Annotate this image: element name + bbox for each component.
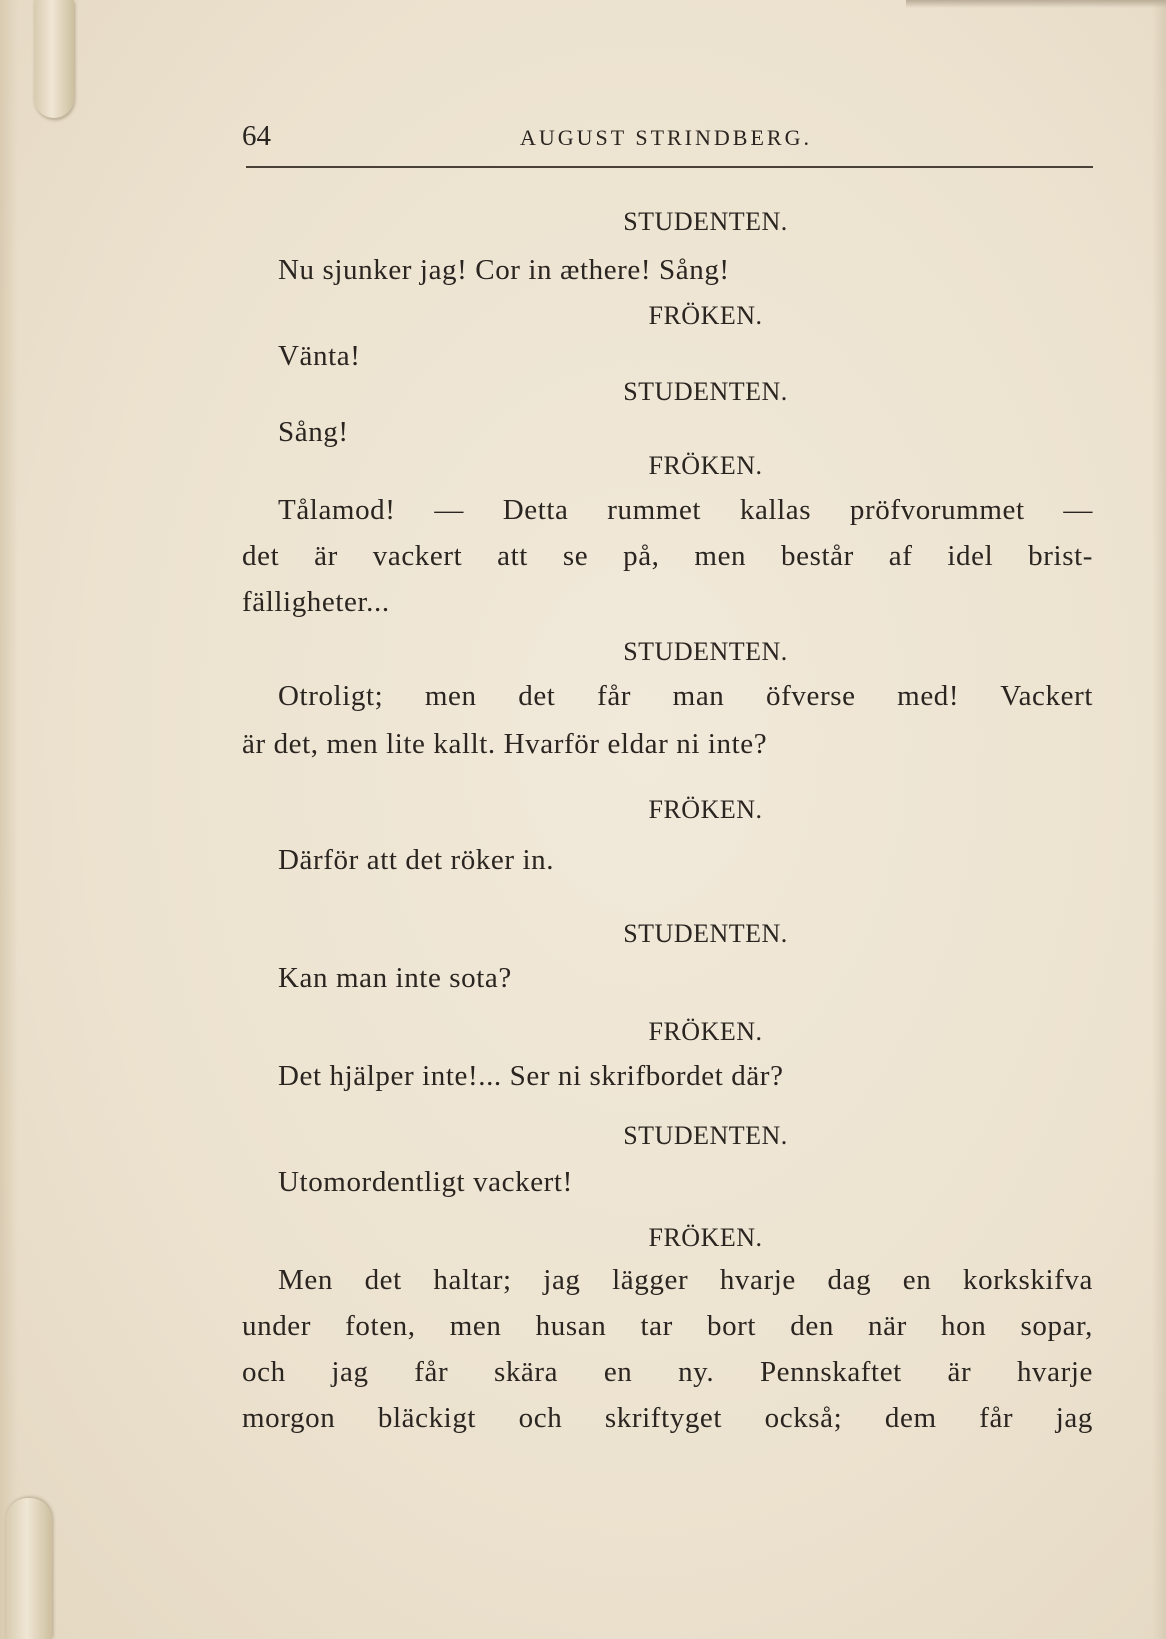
dialogue-line: Vänta!	[278, 340, 361, 372]
dialogue-line: och jag får skära en ny. Pennskaftet är hvarje	[242, 1356, 1093, 1388]
dialogue-line: under foten, men husan tar bort den när hon sopar,	[242, 1310, 1093, 1342]
page-edge-shadow-right	[1152, 0, 1166, 1639]
dialogue-line: Sång!	[278, 416, 349, 448]
speaker-heading: FRÖKEN.	[648, 1223, 763, 1252]
speaker-heading: STUDENTEN.	[623, 919, 788, 948]
running-head: AUGUST STRINDBERG.	[520, 125, 812, 150]
dialogue-line: Men det haltar; jag lägger hvarje dag en korkskifva	[278, 1264, 1093, 1296]
dialogue-line: morgon bläckigt och skriftyget också; dem får jag	[242, 1402, 1093, 1434]
page-number: 64	[242, 120, 271, 152]
header-rule	[246, 166, 1093, 168]
speaker-heading: STUDENTEN.	[623, 377, 788, 406]
dialogue-line: är det, men lite kallt. Hvarför eldar ni inte?	[242, 728, 768, 760]
dialogue-line: Otroligt; men det får man öfverse med! Vackert	[278, 680, 1093, 712]
page-edge-shadow-left	[0, 0, 18, 1639]
speaker-heading: FRÖKEN.	[648, 795, 763, 824]
speaker-heading: FRÖKEN.	[648, 1017, 763, 1046]
dialogue-line: Därför att det röker in.	[278, 844, 555, 876]
binding-tab-top	[34, 0, 74, 118]
dialogue-line: det är vackert att se på, men består af idel brist-	[242, 540, 1093, 572]
speaker-heading: FRÖKEN.	[648, 301, 763, 330]
dialogue-line: Tålamod! — Detta rummet kallas pröfvorummet —	[278, 494, 1093, 526]
dialogue-line: Det hjälper inte!... Ser ni skrifbordet där?	[278, 1060, 784, 1092]
dialogue-line: Kan man inte sota?	[278, 962, 512, 994]
binding-tab-bottom	[6, 1498, 52, 1639]
page-edge-shadow-top	[906, 0, 1166, 8]
speaker-heading: STUDENTEN.	[623, 637, 788, 666]
speaker-heading: STUDENTEN.	[623, 1121, 788, 1150]
page-header	[242, 116, 1093, 156]
dialogue-line: Nu sjunker jag! Cor in æthere! Sång!	[278, 254, 730, 286]
dialogue-line: Utomordentligt vackert!	[278, 1166, 573, 1198]
dialogue-line: fälligheter...	[242, 586, 390, 618]
speaker-heading: STUDENTEN.	[623, 207, 788, 236]
speaker-heading: FRÖKEN.	[648, 451, 763, 480]
